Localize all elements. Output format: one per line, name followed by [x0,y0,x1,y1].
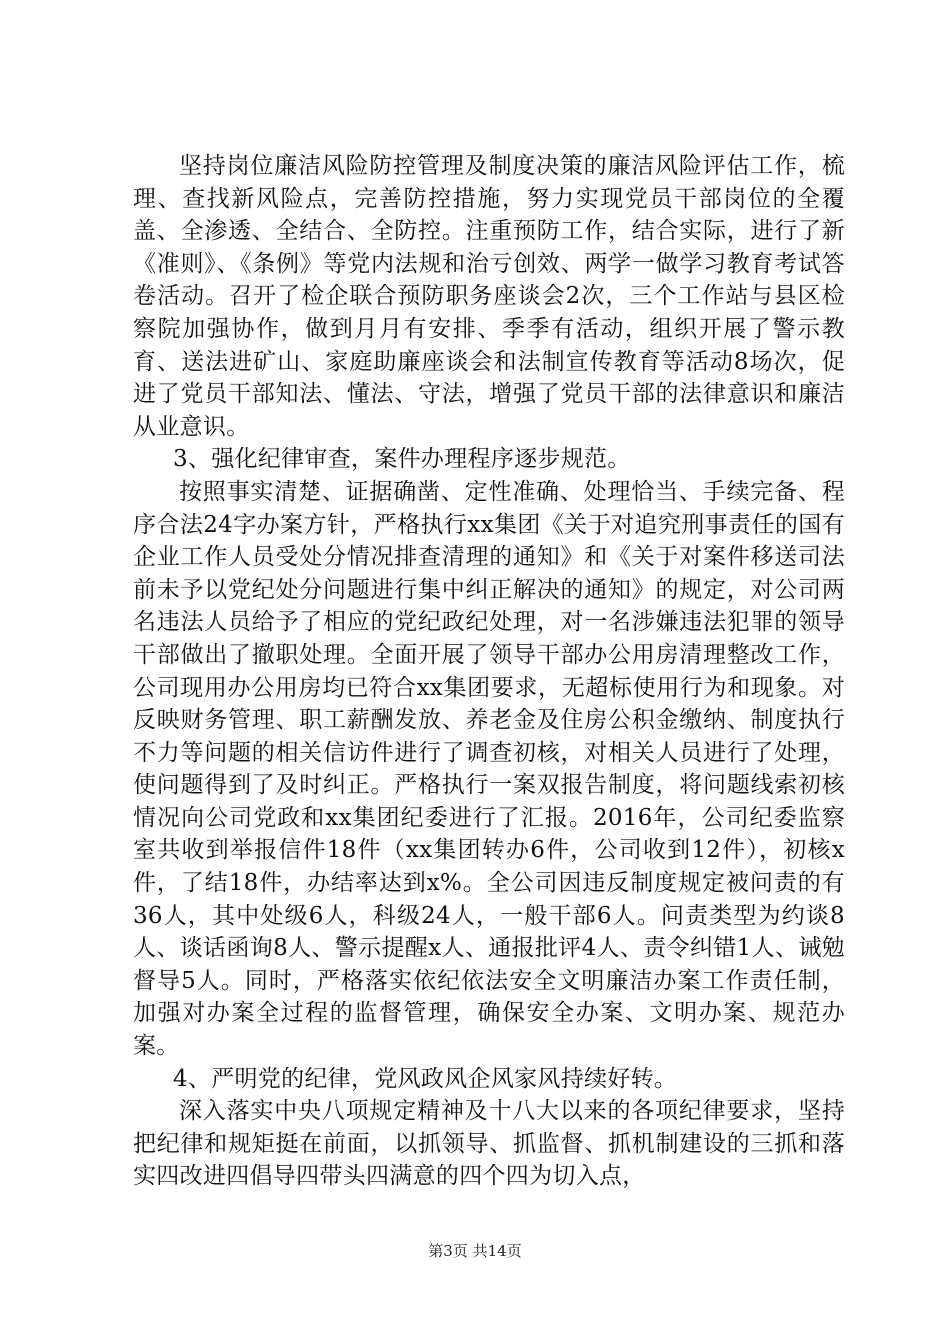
page-footer: 第3页 共14页 [428,1242,522,1260]
paragraph-discipline-review: 按照事实清楚、证据确凿、定性准确、处理恰当、手续完备、程序合法24字办案方针，严格执行xx集团《关于对追究刑事责任的国有企业工作人员受处分情况排查清理的通知》和《关于对案件移送司法前未予以党纪处分问题进行集中纠正解决的通知》的规定，对公司两名违法人员给予了相应的党纪政纪处理，对一名涉嫌违法犯罪的领导干部做出了撤职处理。全面开展了领导干部办公用房清理整改工作，公司现用办公用房均已符合xx集团要求，无超标使用行为和现象。对反映财务管理、职工薪酬发放、养老金及住房公积金缴纳、制度执行不力等问题的相关信访件进行了调查初核，对相关人员进行了处理，使问题得到了及时纠正。严格执行一案双报告制度，将问题线索初核情况向公司党政和xx集团纪委进行了汇报。2016年，公司纪委监察室共收到举报信件18件（xx集团转办6件，公司收到12件），初核x件，了结18件，办结率达到x%。全公司因违反制度规定被问责的有36人，其中处级6人，科级24人，一般干部6人。问责类型为约谈8人、谈话函询8人、警示提醒x人、通报批评4人、责令纠错1人、诫勉督导5人。同时，严格落实依纪依法安全文明廉洁办案工作责任制，加强对办案全过程的监督管理，确保安全办案、文明办案、规范办案。 [133,478,845,1060]
document-body [133,150,845,1193]
paragraph-risk-control: 坚持岗位廉洁风险防控管理及制度决策的廉洁风险评估工作，梳理、查找新风险点，完善防控措施，努力实现党员干部岗位的全覆盖、全渗透、全结合、全防控。注重预防工作，结合实际，进行了新《准则》、《条例》等党内法规和治亏创效、两学一做学习教育考试答卷活动。召开了检企联合预防职务座谈会2次，三个工作站与县区检察院加强协作，做到月月有安排、季季有活动，组织开展了警示教育、送法进矿山、家庭助廉座谈会和法制宣传教育等活动8场次，促进了党员干部知法、懂法、守法，增强了党员干部的法律意识和廉洁从业意识。 [133,153,845,440]
section-heading-3: 3、强化纪律审查，案件办理程序逐步规范。 [173,446,631,473]
paragraph-party-discipline: 深入落实中央八项规定精神及十八大以来的各项纪律要求，坚持把纪律和规矩挺在前面，以抓领导、抓监督、抓机制建设的三抓和落实四改进四倡导四带头四满意的四个四为切入点， [133,1098,845,1190]
section-heading-4: 4、严明党的纪律，党风政风企风家风持续好转。 [173,1065,678,1092]
